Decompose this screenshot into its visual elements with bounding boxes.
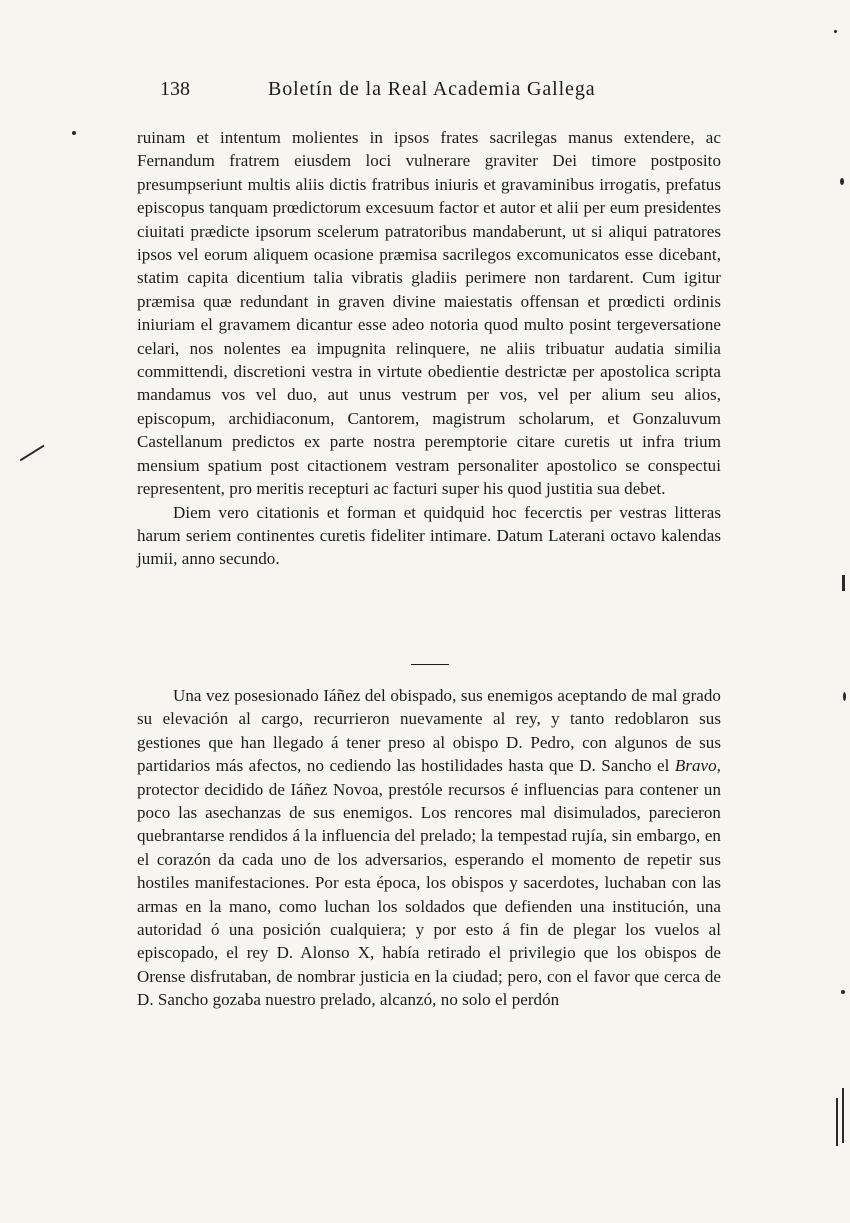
scan-speck <box>834 30 837 33</box>
scan-mark <box>842 575 845 591</box>
scan-speck <box>840 178 844 185</box>
latin-paragraph-1: ruinam et intentum molientes in ipsos frates sacrilegas manus extendere, ac Fernandum fratrem eiusdem loci vulnerare graviter Dei timore postposito presumpseriunt multis aliis dictis fratribus iniuris et gravaminibus irrogatis, prefatus episcopus tanquam prœdictorum excesuum factor et autor et alii per eum presidentes ciuitati prædicte ipsorum scelerum patratoribus mandaberunt, ut si aliqui patratores ipsos vel eorum aliquem ocasione præmisa sacrilegos excomunicatos esse dicebant, statim capita dicentium talia vibratis gladiis perimere non tardarent. Cum igitur præmisa quæ redundant in graven divine maiestatis offensan et prœdicti ordinis iniuriam el gravamem dicantur esse adeo notoria quod multo posint tergeversatione celari, nos nolentes ea impugnita relinquere, ne aliis tribuatur audatia similia committendi, discretioni vestra in virtute obedientie destrictæ per apostolica scripta mandamus vos vel duo, aut unus vestrum per vos, vel per alium seu alios, episcopum, archidiaconum, Cantorem, magistrum scholarum, et Gonzaluvum Castellanum predictos ex parte nostra peremptorie citare curetis ut infra trium mensium spatium post citactionem vestram personaliter apostolico se conspectui representent, pro meritis recepturi ac facturi super his quod justitia sua debet. <box>137 128 721 499</box>
section-divider <box>411 664 449 665</box>
scan-mark <box>836 1098 838 1146</box>
latin-text-block <box>137 126 721 571</box>
page-number: 138 <box>160 78 190 100</box>
spanish-paragraph-1-continuation: protector decidido de Iáñez Novoa, prestóle recursos é influencias para contener un poco las asechanzas de sus enemigos. Los rencores mal disimulados, parecieron quebrantarse rendidos á la influencia del prelado; la tempestad rujía, sin embargo, en el corazón da cada uno de los adversarios, esperando el momento de repetir sus hostiles manifestaciones. Por esta época, los obispos y sacerdotes, luchaban con las armas en la mano, como luchan los soldados que defienden una institución, una autoridad ó una posición cualquiera; y por esto á fin de plegar los vuelos al episcopado, el rey D. Alonso X, había retirado el privilegio que los obispos de Orense disfrutaban, de nombrar justicia en la ciudad; pero, con el favor que cerca de D. Sancho gozaba nuestro prelado, alcanzó, no solo el perdón <box>137 779 721 1010</box>
page-header <box>160 78 720 106</box>
latin-paragraph-2: Diem vero citationis et forman et quidquid hoc fecerctis per vestras litteras harum seriem continentes curetis fideliter intimare. Datum Laterani octavo kalendas jumii, anno secundo. <box>137 502 721 569</box>
spanish-paragraph-1 <box>137 684 721 1012</box>
scan-mark <box>20 445 45 461</box>
spanish-text-block <box>137 684 721 1012</box>
scan-speck <box>843 692 846 701</box>
spanish-paragraph-1-start: Una vez posesionado Iáñez del obispado, sus enemigos aceptando de mal grado su elevación al cargo, recurrieron nuevamente al rey, y tanto redoblaron sus gestiones que han llegado á tener preso al obispo D. Pedro, con algunos de sus partidarios más afectos, no cediendo las hostilidades hasta que D. Sancho el <box>137 686 721 776</box>
scan-speck <box>72 131 76 135</box>
running-title: Boletín de la Real Academia Gallega <box>268 78 596 100</box>
scan-mark <box>842 1088 844 1143</box>
bravo-italic: Bravo, <box>674 756 721 776</box>
scan-speck <box>841 990 845 994</box>
